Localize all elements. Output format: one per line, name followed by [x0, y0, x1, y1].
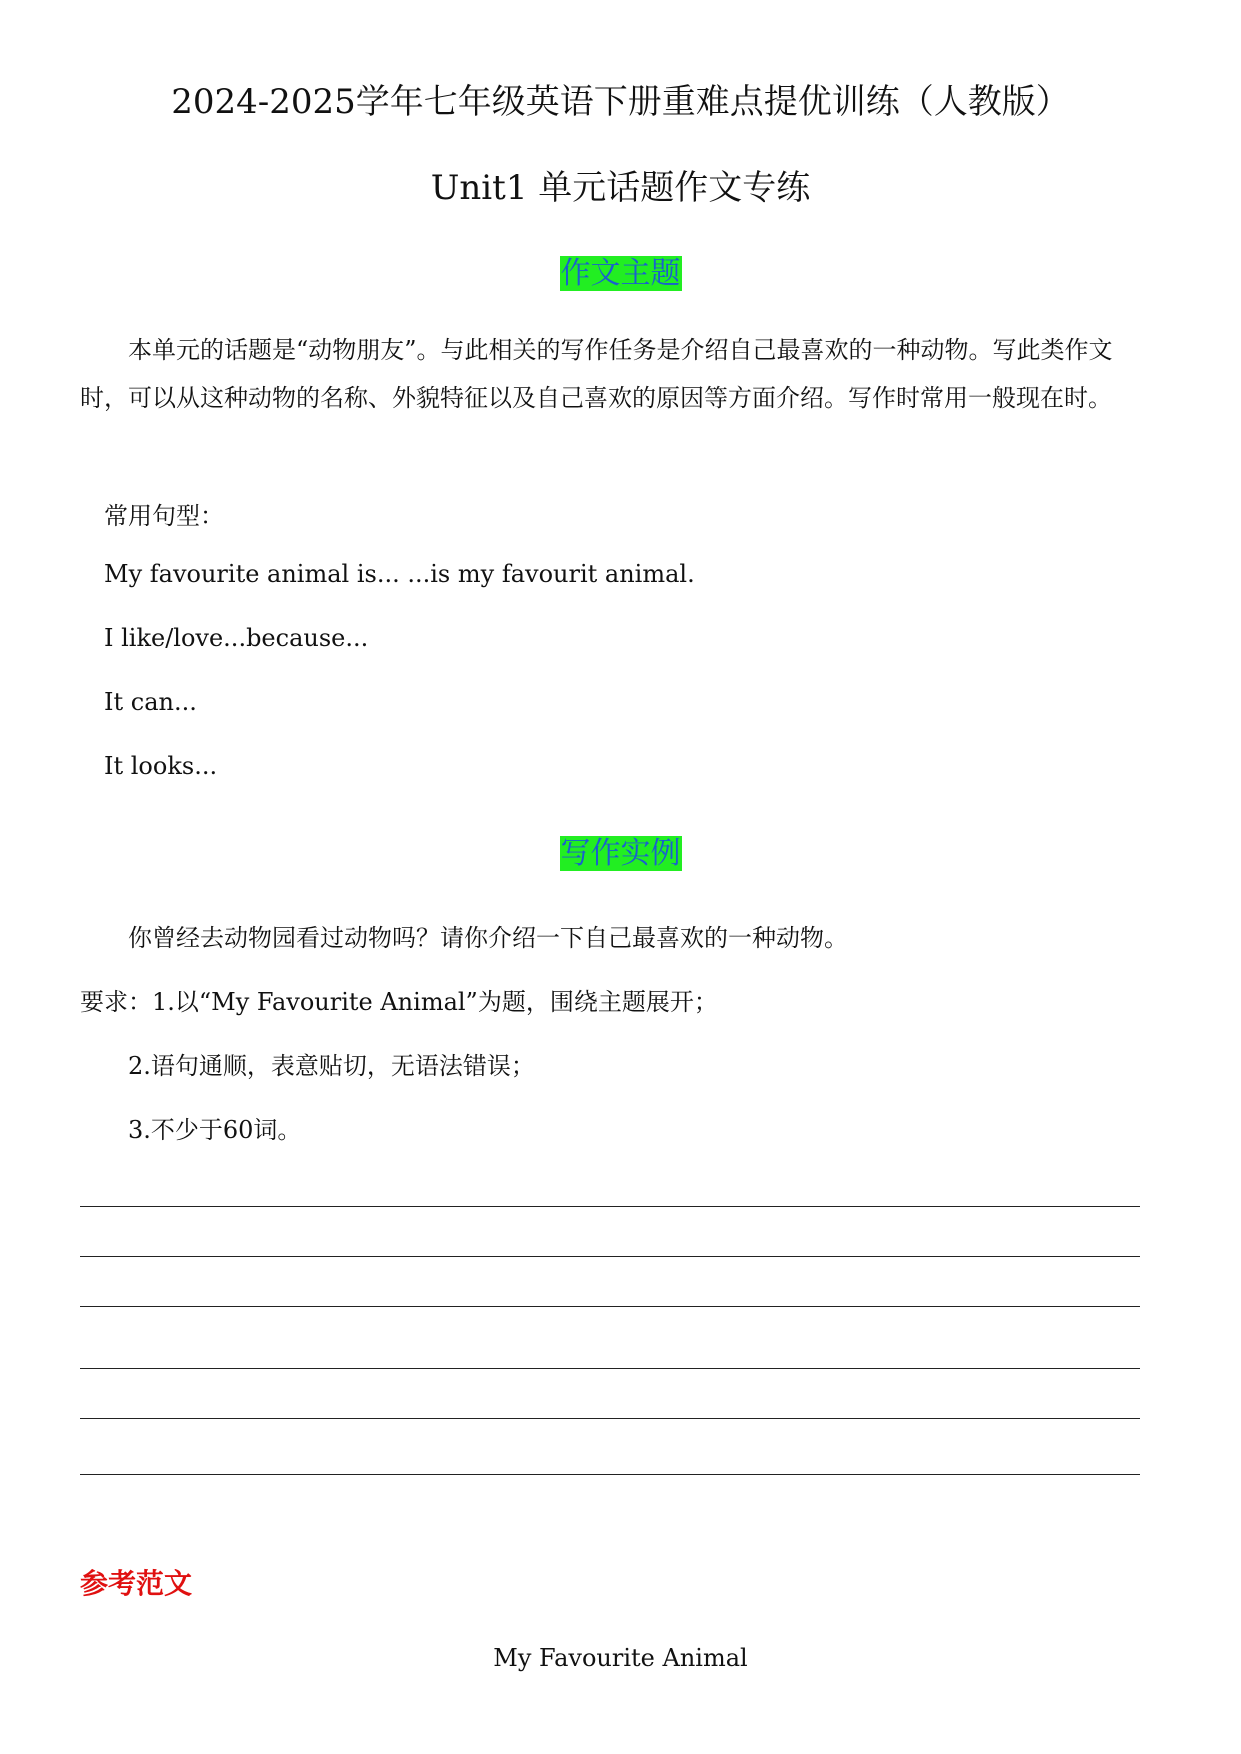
pattern-item: My favourite animal is... ...is my favourit animal. [104, 560, 695, 588]
pattern-item: It looks... [104, 752, 218, 780]
answer-line [80, 1368, 1140, 1369]
requirement-item: 要求：1.以“My Favourite Animal”为题，围绕主题展开； [80, 988, 718, 1016]
pattern-item: I like/love...because... [104, 624, 369, 652]
example-heading-text: 写作实例 [560, 836, 681, 871]
answer-line [80, 1206, 1140, 1207]
reference-label: 参考范文 [80, 1567, 193, 1600]
answer-line [80, 1474, 1140, 1475]
pattern-item: It can... [104, 688, 197, 716]
topic-intro-text: 本单元的话题是“动物朋友”。与此相关的写作任务是介绍自己最喜欢的一种动物。写此类作文时，可以从这种动物的名称、外貌特征以及自己喜欢的原因等方面介绍。写作时常用一般现在时。 [80, 336, 1113, 412]
document-title: 2024-2025学年七年级英语下册重难点提优训练（人教版） [171, 82, 1070, 122]
requirement-item: 3.不少于60词。 [128, 1116, 302, 1144]
essay-title: My Favourite Animal [493, 1644, 748, 1672]
example-heading [0, 828, 1241, 872]
document-subtitle: Unit1 单元话题作文专练 [430, 168, 811, 208]
answer-line [80, 1418, 1140, 1419]
answer-line [80, 1256, 1140, 1257]
patterns-label: 常用句型： [104, 502, 224, 530]
requirement-item: 2.语句通顺，表意贴切，无语法错误； [128, 1052, 535, 1080]
writing-task: 你曾经去动物园看过动物吗？请你介绍一下自己最喜欢的一种动物。 [128, 924, 848, 952]
topic-intro [80, 326, 1140, 422]
topic-heading-text: 作文主题 [560, 256, 681, 291]
topic-heading [0, 248, 1241, 292]
answer-line [80, 1306, 1140, 1307]
